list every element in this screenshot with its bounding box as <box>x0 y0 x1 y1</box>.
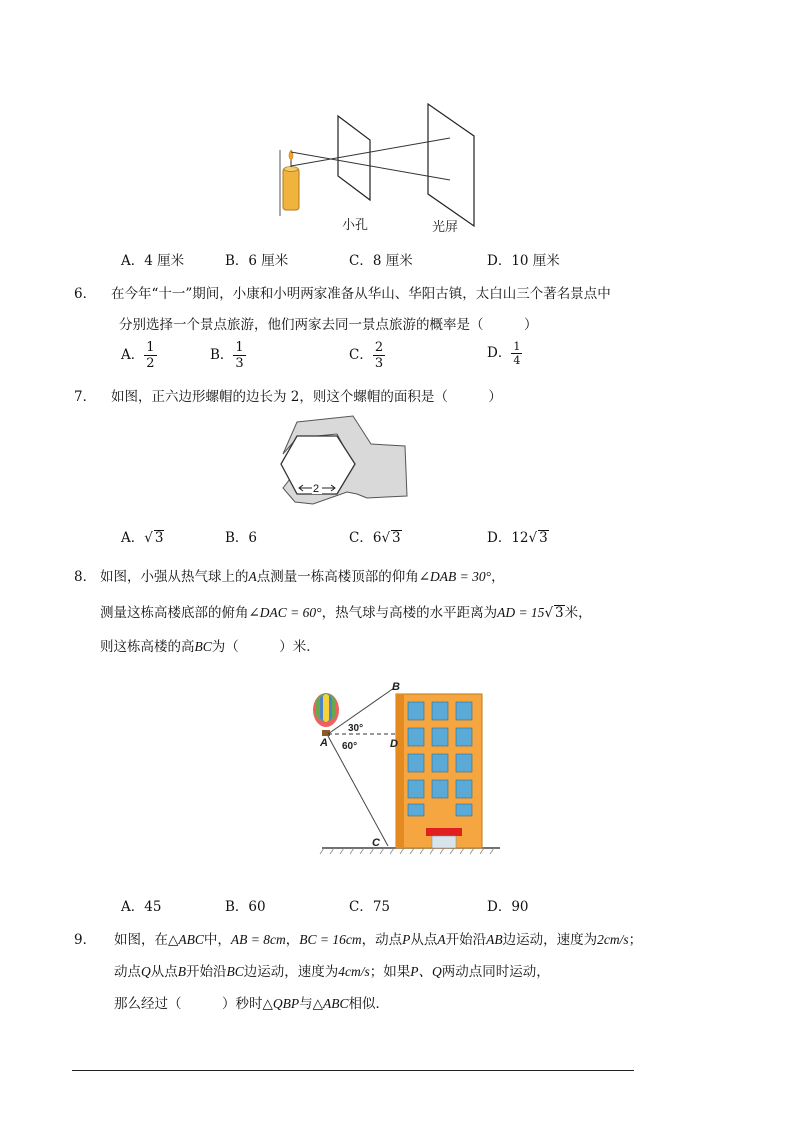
q9-text-line2: 动点Q从点B开始沿BC边运动，速度为4cm/s；如果P、Q两动点同时运动， <box>114 964 550 980</box>
fraction: $\frac{1}{4}$ <box>513 340 521 367</box>
q6-option-a[interactable] <box>121 340 157 371</box>
option-value: 6 <box>248 530 258 546</box>
coefficient: 6 <box>372 530 382 546</box>
q9-text-line1: 如图，在△ABC中，AB = 8cm，BC = 16cm，动点P从点A开始沿AB边运动，速度为2cm/s； <box>114 932 643 948</box>
balloon-building-figure <box>308 676 508 858</box>
q9-number: 9． <box>74 932 97 948</box>
footer-divider <box>72 1070 634 1071</box>
fraction: $\frac{1}{3}$ <box>235 340 244 371</box>
q8-option-c[interactable]: C．75 <box>349 899 391 915</box>
option-letter: D． <box>487 530 512 546</box>
q6-option-b[interactable] <box>210 340 246 371</box>
point-d-label: D <box>390 738 398 750</box>
point-c-label: C <box>372 837 380 849</box>
q5-option-c[interactable]: C．8 厘米 <box>349 253 413 269</box>
option-letter: C． <box>349 530 373 546</box>
q8-option-b[interactable]: B．60 <box>225 899 266 915</box>
fraction: $\frac{1}{2}$ <box>146 340 155 371</box>
q6-number: 6． <box>74 286 97 302</box>
label-screen: 光屏 <box>432 219 459 234</box>
pinhole-figure <box>270 98 490 240</box>
option-letter: A． <box>121 530 145 546</box>
q6-option-c[interactable] <box>349 340 385 371</box>
q7-option-a[interactable] <box>121 526 164 546</box>
option-letter: A． <box>121 347 145 363</box>
angle-30-label: 30° <box>348 723 364 734</box>
radical: √ 3 <box>144 530 164 546</box>
q6-text-line1: 在今年“十一”期间，小康和小明两家准备从华山、华阳古镇，太白山三个著名景点中 <box>111 286 611 302</box>
q8-text-line1: 如图，小强从热气球上的A点测量一栋高楼顶部的仰角∠DAB = 30°， <box>100 569 505 585</box>
q9-text-line3: 那么经过（ ）秒时△QBP与△ABC相似． <box>114 996 390 1012</box>
q7-option-c[interactable] <box>349 526 402 546</box>
q8-option-d[interactable]: D．90 <box>487 899 529 915</box>
q8-text-line3: 则这栋高楼的高BC为（ ）米． <box>100 639 320 655</box>
side-length-label: 2 <box>313 483 320 495</box>
option-letter: B． <box>210 347 234 363</box>
q5-option-b[interactable]: B．6 厘米 <box>225 253 289 269</box>
q7-text: 如图，正六边形螺帽的边长为 2，则这个螺帽的面积是（ ） <box>111 389 502 405</box>
fraction: $\frac{2}{3}$ <box>374 340 384 371</box>
hex-nut-wrench-figure <box>275 414 415 510</box>
point-b-label: B <box>392 681 400 693</box>
q8-text-line2: 测量这栋高楼底部的俯角∠DAC = 60°，热气球与高楼的水平距离为AD = 15√ 3米， <box>100 605 592 621</box>
q6-text-line2: 分别选择一个景点旅游，他们两家去同一景点旅游的概率是（ ） <box>119 317 538 333</box>
q5-option-d[interactable]: D．10 厘米 <box>487 253 560 269</box>
angle-60-label: 60° <box>342 741 358 752</box>
q8-option-a[interactable]: A．45 <box>121 899 162 915</box>
q6-option-d[interactable] <box>487 340 522 367</box>
coefficient: 12 <box>511 530 529 546</box>
option-letter: C． <box>349 347 373 363</box>
q7-number: 7． <box>74 389 97 405</box>
option-letter: B． <box>225 530 249 546</box>
q5-option-a[interactable]: A．4 厘米 <box>121 253 185 269</box>
radical: √ 3 <box>381 530 401 546</box>
q7-option-b[interactable] <box>225 526 257 546</box>
option-letter: D． <box>487 345 512 361</box>
q8-number: 8． <box>74 569 97 585</box>
radical: √ 3 <box>528 530 548 546</box>
label-pinhole: 小孔 <box>342 217 369 232</box>
point-a-label: A <box>320 737 328 749</box>
q7-option-d[interactable] <box>487 526 549 546</box>
